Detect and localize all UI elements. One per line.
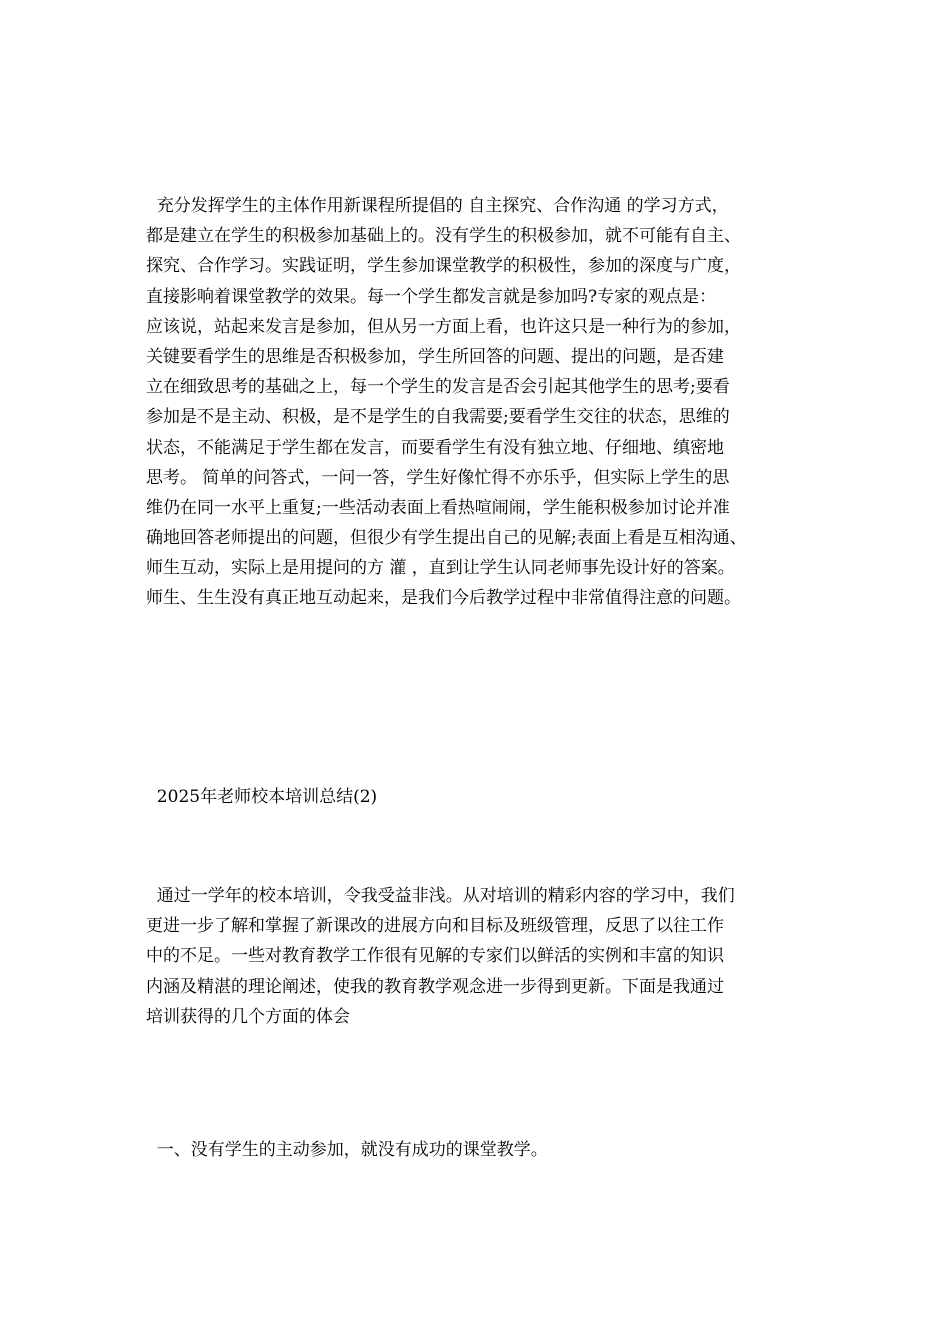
paragraph-line: 师生、生生没有真正地互动起来，是我们今后教学过程中非常值得注意的问题。 xyxy=(146,588,741,609)
subsection-heading-text: 一、没有学生的主动参加，就没有成功的课堂教学。 xyxy=(146,1140,548,1160)
paragraph-line: 维仍在同一水平上重复;一些活动表面上看热喧闹闹，学生能积极参加讨论并准 xyxy=(146,497,730,518)
paragraph-line: 探究、合作学习。实践证明，学生参加课堂教学的积极性，参加的深度与广度， xyxy=(146,256,741,277)
paragraph-line: 参加是不是主动、积极，是不是学生的自我需要;要看学生交往的状态，思维的 xyxy=(146,407,730,428)
paragraph-line: 直接影响着课堂教学的效果。每一个学生都发言就是参加吗?专家的观点是： xyxy=(146,286,717,307)
paragraph-line: 培训获得的几个方面的体会 xyxy=(146,1006,350,1027)
paragraph-line: 确地回答老师提出的问题，但很少有学生提出自己的见解;表面上看是互相沟通、 xyxy=(146,528,747,549)
paragraph-line: 思考。 简单的问答式，一问一答，学生好像忙得不亦乐乎，但实际上学生的思 xyxy=(146,467,730,488)
paragraph-line: 都是建立在学生的积极参加基础上的。没有学生的积极参加，就不可能有自主、 xyxy=(146,226,741,247)
section-heading-text: 2025年老师校本培训总结(2) xyxy=(146,787,378,807)
paragraph-line: 内涵及精湛的理论阐述，使我的教育教学观念进一步得到更新。下面是我通过 xyxy=(146,976,724,997)
section-heading xyxy=(146,782,836,812)
paragraph-line: 中的不足。一些对教育教学工作很有见解的专家们以鲜活的实例和丰富的知识 xyxy=(146,946,724,967)
paragraph-line: 关键要看学生的思维是否积极参加，学生所回答的问题、提出的问题，是否建 xyxy=(146,346,724,367)
paragraph-2 xyxy=(146,881,836,1032)
paragraph-line: 师生互动，实际上是用提问的方 灌 ，直到让学生认同老师事先设计好的答案。 xyxy=(146,558,735,579)
paragraph-line: 通过一学年的校本培训，令我受益非浅。从对培训的精彩内容的学习中，我们 xyxy=(146,886,735,906)
paragraph-1 xyxy=(146,191,836,614)
subsection-heading xyxy=(146,1135,836,1165)
paragraph-line: 更进一步了解和掌握了新课改的进展方向和目标及班级管理，反思了以往工作 xyxy=(146,916,724,937)
paragraph-line: 应该说，站起来发言是参加，但从另一方面上看，也许这只是一种行为的参加， xyxy=(146,316,741,337)
paragraph-line: 立在细致思考的基础之上，每一个学生的发言是否会引起其他学生的思考;要看 xyxy=(146,377,730,398)
paragraph-line: 充分发挥学生的主体作用新课程所提倡的 自主探究、合作沟通 的学习方式， xyxy=(146,196,729,216)
paragraph-line: 状态，不能满足于学生都在发言，而要看学生有没有独立地、仔细地、缜密地 xyxy=(146,437,724,458)
